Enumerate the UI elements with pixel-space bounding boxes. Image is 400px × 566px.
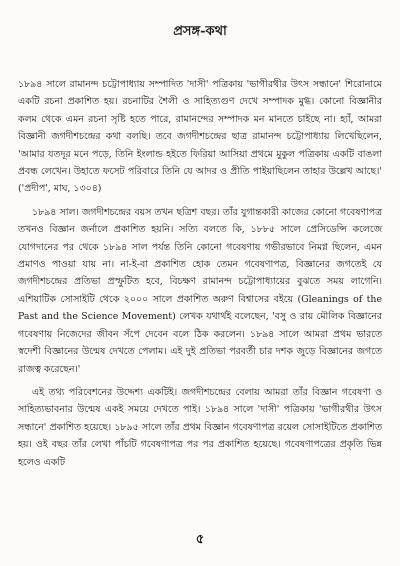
paragraph-2: ১৮৯৪ সাল। জগদীশচন্দ্রের বয়স তখন ছত্রিশ বছর। তাঁর যুগান্তকারী কাজের কোনো গবেষণাপত্র তখনও বিজ্ঞান জর্নালে প্রকাশিত হয়নি। সত্যি বলতে কি, ১৮৮৫ সালে প্রেসিডেন্সি কলেজে যোগদানের পর থেকে ১৮৯৪ সাল পর্যন্ত তিনি কোনো গবেষণায় গভীরভাবে নিমগ্ন ছিলেন, এমন প্রমাণও পাওয়া যায় না। না-ই-বা প্রকাশিত হোক তেমন গবেষণাপত্র, বিজ্ঞানের জগতেই যে জগদীশচন্দ্রের প্রতিভা প্রস্ফুটিত হবে, বিচক্ষণ রামানন্দ চট্টোপাধ্যায়ের বুঝতে সময় লাগেনি। এশিয়াটিক সোসাইটি থেকে ২০০০ সালে প্রকাশিত অরুণ বিশ্বাসের বইয়ে (Gleanings of the Past and the Science Movement) লেখক যথার্থই বলেছেন, 'বসু ও রায় মৌলিক বিজ্ঞানের গবেষণায় নিজেদের জীবন সঁপে দেবেন বলে ঠিক করলেন। ১৮৯৪ সালে আমরা প্রথম ভারতে স্বদেশী বিজ্ঞানের উন্মেষ দেখতে পেলাম। এই দুই প্রতিভা পরবর্তী চার দশক জুড়ে বিজ্ঞানের জগতে রাজত্ব করেছেন।'	[18, 206, 382, 375]
page-title: প্রসঙ্গ-কথা	[173, 24, 227, 39]
paragraph-3: এই তথ্য পরিবেশনের উদ্দেশ্য একটিই। জগদীশচন্দ্রের বেলায় আমরা তাঁর বিজ্ঞান গবেষণা ও সাহিত্যভাবনার উন্মেষ একই সময়ে দেখতে পাই। ১৮৯৪ সালে 'দাসী' পত্রিকায় 'ভাগীরথীর উৎস সন্ধানে' প্রকাশিত হয়েছে। ১৮৯৫ সালে তাঁর প্রথম বিজ্ঞান গবেষণাপত্র রয়েল সোসাইটিতে প্রকাশিত হয়। ওই বছর তাঁর লেখা পাঁচটি গবেষণাপত্র পর পর প্রকাশিত হয়েছে। গবেষণাপত্রের প্রকৃতি ভিন্ন হলেও একটি	[18, 386, 382, 468]
paragraph-1: ১৮৯৪ সালে রামানন্দ চট্টোপাধ্যায় সম্পাদিত 'দাসী' পত্রিকায় 'ভাগীরথীর উৎস সন্ধানে' শিরোনামে একটি রচনা প্রকাশিত হয়। রচনাটির শৈলী ও সাহিত্যগুণ দেখে সম্পাদক মুগ্ধ। কোনো বিজ্ঞানীর কলম থেকে এমন রচনা সৃষ্টি হতে পারে, রামানন্দের সম্পাদক মন মানতে চাইছে না। হ্যাঁ, আমরা বিজ্ঞানী জগদীশচন্দ্রের কথা বলছি। তবে জগদীশচন্দ্রের ছাত্র রামানন্দ চট্টোপাধ্যায় লিখেছিলেন, 'আমার যতদূর মনে পড়ে, তিনি ইংলান্ড হইতে ফিরিয়া আসিয়া প্রথমে মুকুল পত্রিকায় একটি বাঙলা প্রবন্ধ লেখেন। উহাতে ফসেট পরিবারে তিনি যে আদর ও প্রীতি পাইয়াছিলেন তাহার উল্লেখ আছে।' ('প্রদীপ', মাঘ, ১৩০৪)	[18, 79, 382, 195]
page-number: ৫	[195, 532, 205, 547]
body-text	[18, 76, 382, 477]
